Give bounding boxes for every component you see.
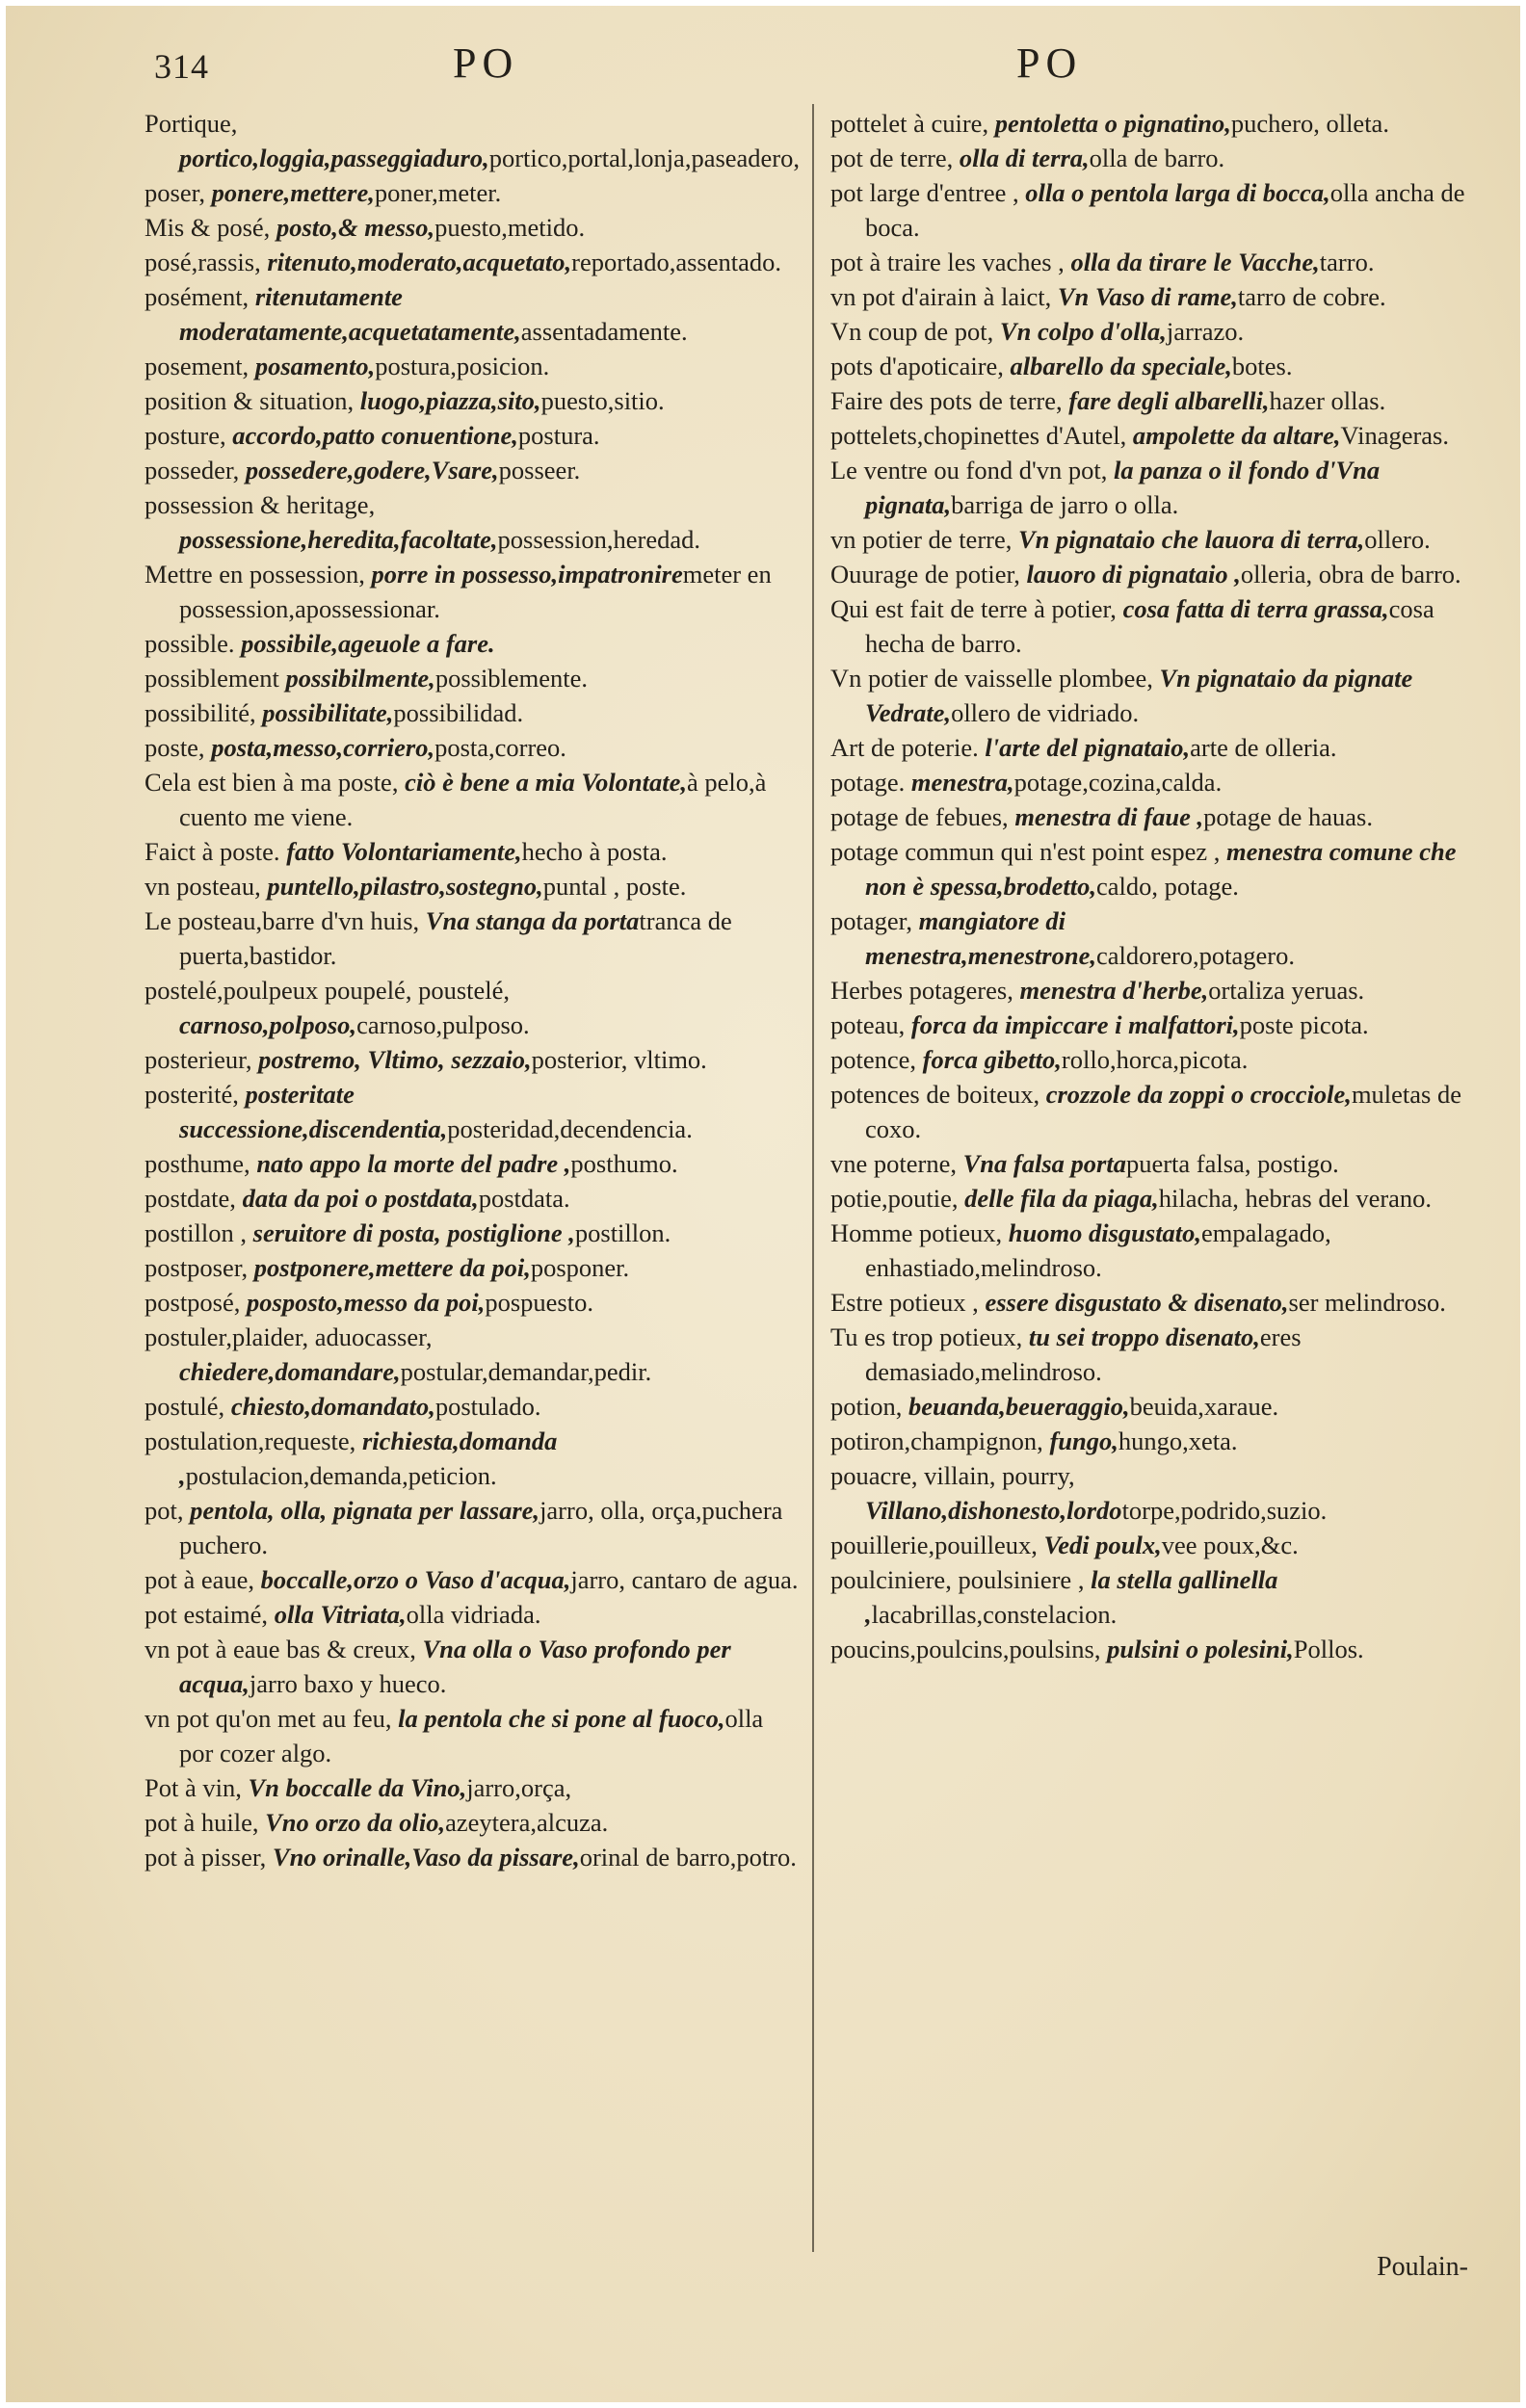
entry-french: Ouurage de potier, <box>830 560 1020 589</box>
entry-italian: essere disgustato & disenato, <box>985 1288 1289 1317</box>
entry-french: poulciniere, poulsiniere , <box>830 1565 1085 1594</box>
entry-italian: Vn Vaso di rame, <box>1057 282 1238 311</box>
entry-spanish: carnoso,pulposo. <box>356 1010 530 1039</box>
entry-italian: postponere,mettere da poi, <box>253 1253 531 1282</box>
entry-spanish: jarro, cantaro de agua. <box>570 1565 799 1594</box>
entry-italian: accordo,patto conuentione, <box>232 421 518 450</box>
entry-spanish: olla de barro. <box>1089 144 1225 172</box>
entry-spanish: postillon. <box>574 1218 671 1247</box>
entry-italian: Vn boccalle da Vino, <box>248 1773 467 1802</box>
entry-french: posseder, <box>145 456 240 484</box>
entry-spanish: tarro de cobre. <box>1237 282 1386 311</box>
entry-french: postposer, <box>145 1253 249 1282</box>
entry-french: position & situation, <box>145 386 355 415</box>
entry-french: vn potier de terre, <box>830 525 1013 554</box>
entry-french: poste, <box>145 733 205 762</box>
entry-italian: chiesto,domandato, <box>230 1392 435 1421</box>
entry-italian: albarello da speciale, <box>1010 352 1232 380</box>
entry-french: Le posteau,barre d'vn huis, <box>145 906 420 935</box>
entry-italian: cosa fatta di terra grassa, <box>1122 594 1389 623</box>
entry-french: posterieur, <box>145 1045 252 1074</box>
entry-french: Herbes potageres, <box>830 976 1013 1005</box>
entry-french: pots d'apoticaire, <box>830 352 1004 380</box>
entry-italian: menestra d'herbe, <box>1019 976 1209 1005</box>
entry-spanish: orinal de barro,potro. <box>579 1843 797 1871</box>
entry-italian: forca gibetto, <box>922 1045 1062 1074</box>
entry-french: postillon , <box>145 1218 248 1247</box>
entry-french: Faict à poste. <box>145 837 280 866</box>
entry-spanish: meter en possession,apossessionar. <box>179 560 772 623</box>
entry-french: posé,rassis, <box>145 248 261 276</box>
entry-french: posterité, <box>145 1080 239 1109</box>
entry-spanish: caldorero,potagero. <box>1095 941 1295 970</box>
entry-french: postulation,requeste, <box>145 1426 356 1455</box>
entry-french: potage. <box>830 768 906 797</box>
entry-spanish: jarro, olla, orça,puchera puchero. <box>179 1496 783 1559</box>
entry-spanish: botes. <box>1231 352 1293 380</box>
entry-italian: olla Vitriata, <box>274 1600 407 1629</box>
entry-spanish: azeytera,alcuza. <box>445 1808 609 1837</box>
entry-italian: porre in possesso,impatronire <box>371 560 683 589</box>
entry-italian: la stella gallinella , <box>865 1565 1278 1629</box>
entry-spanish: arte de olleria. <box>1190 733 1337 762</box>
entry-spanish: assentadamente. <box>520 317 688 346</box>
entry-french: postdate, <box>145 1184 236 1213</box>
entry-italian: olla o pentola larga di bocca, <box>1025 178 1330 207</box>
entry-french: Vn coup de pot, <box>830 317 994 346</box>
entry-french: postulé, <box>145 1392 225 1421</box>
entry-spanish: potage,cozina,calda. <box>1013 768 1223 797</box>
entry-italian: posta,messo,corriero, <box>211 733 435 762</box>
entry-italian: ritenutamente moderatamente,acquetatamente, <box>179 282 521 346</box>
entry-spanish: posteridad,decendencia. <box>447 1114 693 1143</box>
entry-french: Tu es trop potieux, <box>830 1322 1023 1351</box>
entry-italian: ponere,mettere, <box>211 178 375 207</box>
entry-italian: Vno orzo da olio, <box>265 1808 446 1837</box>
entry-french: vn pot qu'on met au feu, <box>145 1704 392 1733</box>
entry-italian: Vno orinalle,Vaso da pissare, <box>272 1843 580 1871</box>
entry-french: posément, <box>145 282 250 311</box>
entry-italian: ritenuto,moderato,acquetato, <box>267 248 572 276</box>
entry-italian: chiedere,domandare, <box>179 1357 401 1386</box>
entry-spanish: puchero, olleta. <box>1230 109 1389 138</box>
entry-spanish: possession,heredad. <box>497 525 700 554</box>
entry-spanish: possibilidad. <box>393 698 524 727</box>
entry-french: Vn potier de vaisselle plombee, <box>830 664 1153 693</box>
entry-spanish: olleria, obra de barro. <box>1240 560 1461 589</box>
entry-french: pot large d'entree , <box>830 178 1019 207</box>
entry-spanish: jarrazo. <box>1166 317 1245 346</box>
entry-spanish: potage de hauas. <box>1203 802 1373 831</box>
entry-spanish: portico,portal,lonja,paseadero, <box>488 144 800 172</box>
entry-spanish: ser melindroso. <box>1288 1288 1446 1317</box>
entry-spanish: puntal , poste. <box>542 872 687 901</box>
running-head-right: PO <box>1016 39 1083 87</box>
entry-spanish: postulado. <box>434 1392 541 1421</box>
entry-french: posture, <box>145 421 226 450</box>
entry-italian: menestra di faue , <box>1014 802 1204 831</box>
entry-italian: possedere,godere,Vsare, <box>245 456 499 484</box>
entry-italian: seruitore di posta, postiglione , <box>252 1218 575 1247</box>
entry-italian: beuanda,beueraggio, <box>908 1392 1130 1421</box>
running-head-left: PO <box>453 39 519 87</box>
entry-spanish: reportado,assentado. <box>571 248 781 276</box>
entry-italian: Vedi poulx, <box>1043 1531 1162 1559</box>
entry-italian: lauoro di pignataio , <box>1026 560 1241 589</box>
entry-french: vn posteau, <box>145 872 261 901</box>
entry-spanish: postulacion,demanda,peticion. <box>185 1461 497 1490</box>
entry-spanish: muletas de coxo. <box>865 1080 1461 1143</box>
entry-spanish: postura. <box>517 421 600 450</box>
entry-spanish: Pollos. <box>1293 1635 1364 1663</box>
entry-spanish: cosa hecha de barro. <box>865 594 1434 658</box>
entry-spanish: beuida,xaraue. <box>1129 1392 1279 1421</box>
entry-french: pot de terre, <box>830 144 954 172</box>
entry-french: Le ventre ou fond d'vn pot, <box>830 456 1108 484</box>
entry-spanish: hecho à posta. <box>521 837 668 866</box>
entry-italian: posteritate successione,discendentia, <box>179 1080 448 1143</box>
entry-italian: Vna falsa porta <box>962 1149 1126 1178</box>
entry-italian: boccalle,orzo o Vaso d'acqua, <box>260 1565 571 1594</box>
entry-french: potiron,champignon, <box>830 1426 1043 1455</box>
entry-italian: possibilmente, <box>285 664 435 693</box>
entry-french: pouillerie,pouilleux, <box>830 1531 1038 1559</box>
entry-spanish: hilacha, hebras del verano. <box>1158 1184 1433 1213</box>
entry-italian: Vn pignataio da pignate Vedrate, <box>865 664 1413 727</box>
entry-italian: possibile,ageuole a fare. <box>241 629 495 658</box>
entry-italian: possessione,heredita,facoltate, <box>179 525 498 554</box>
entry-french: Faire des pots de terre, <box>830 386 1063 415</box>
entry-french: Estre potieux , <box>830 1288 979 1317</box>
entry-french: potager, <box>830 906 913 935</box>
entry-french: potion, <box>830 1392 903 1421</box>
entry-italian: l'arte del pignataio, <box>985 733 1191 762</box>
catchword: Poulain- <box>1377 2252 1468 2282</box>
entry-italian: Vna stanga da porta <box>425 906 640 935</box>
entry-italian: pentola, olla, pignata per lassare, <box>190 1496 540 1525</box>
entry-spanish: torpe,podrido,suzio. <box>1121 1496 1328 1525</box>
entry-spanish: ortaliza yeruas. <box>1208 976 1365 1005</box>
entry-spanish: jarro,orça, <box>466 1773 572 1802</box>
entry-italian: tu sei troppo disenato, <box>1028 1322 1260 1351</box>
entry-french: posthume, <box>145 1149 250 1178</box>
entry-italian: Vna olla o Vaso profondo per acqua, <box>179 1635 731 1698</box>
entry-spanish: caldo, potage. <box>1096 872 1239 901</box>
entry-italian: mangiatore di menestra,menestrone, <box>865 906 1096 970</box>
entry-italian: fatto Volontariamente, <box>286 837 522 866</box>
entry-french: Art de poterie. <box>830 733 979 762</box>
entry-spanish: postular,demandar,pedir. <box>400 1357 652 1386</box>
entry-french: Mettre en possession, <box>145 560 365 589</box>
entry-spanish: posthumo. <box>570 1149 678 1178</box>
entry-italian: crozzole da zoppi o crocciole, <box>1045 1080 1352 1109</box>
entry-italian: carnoso,polposo, <box>179 1010 357 1039</box>
entry-italian: posto,& messo, <box>276 213 435 242</box>
entry-italian: forca da impiccare i malfattori, <box>910 1010 1240 1039</box>
entry-italian: ampolette da altare, <box>1132 421 1341 450</box>
entry-italian: nato appo la morte del padre , <box>256 1149 571 1178</box>
entry-italian: postremo, Vltimo, sezzaio, <box>258 1045 532 1074</box>
entry-french: potences de boiteux, <box>830 1080 1040 1109</box>
entry-spanish: olla vidriada. <box>406 1600 541 1629</box>
entry-spanish: hazer ollas. <box>1269 386 1386 415</box>
entry-french: potage commun qui n'est point espez , <box>830 837 1221 866</box>
entry-italian: la pentola che si pone al fuoco, <box>398 1704 725 1733</box>
entry-italian: la panza o il fondo d'Vna pignata, <box>865 456 1381 519</box>
entry-spanish: rollo,horca,picota. <box>1061 1045 1249 1074</box>
entry-french: Qui est fait de terre à potier, <box>830 594 1117 623</box>
entry-italian: ciò è bene a mia Volontate, <box>405 768 688 797</box>
entry-spanish: Vinageras. <box>1340 421 1449 450</box>
entry-spanish: lacabrillas,constelacion. <box>871 1600 1118 1629</box>
entry-italian: possibilitate, <box>262 698 394 727</box>
entry-french: pot estaimé, <box>145 1600 269 1629</box>
entry-italian: olla di terra, <box>959 144 1090 172</box>
entry-french: possible. <box>145 629 235 658</box>
entry-french: Portique, <box>145 109 238 138</box>
entry-spanish: pospuesto. <box>485 1288 593 1317</box>
page-number: 314 <box>154 47 209 86</box>
entry-french: vn pot à eaue bas & creux, <box>145 1635 416 1663</box>
entry-french: poser, <box>145 178 205 207</box>
entry-italian: data da poi o postdata, <box>242 1184 479 1213</box>
entry-spanish: poner,meter. <box>374 178 502 207</box>
entry-spanish: puesto,metido. <box>434 213 586 242</box>
entry-italian: puntello,pilastro,sostegno, <box>267 872 543 901</box>
entry-spanish: à pelo,à cuento me viene. <box>179 768 767 831</box>
entry-french: possibilité, <box>145 698 256 727</box>
entry-french: Mis & posé, <box>145 213 271 242</box>
entry-french: pot à traire les vaches , <box>830 248 1065 276</box>
entry-french: pot, <box>145 1496 184 1525</box>
entry-french: posement, <box>145 352 250 380</box>
entry-french: Pot à vin, <box>145 1773 242 1802</box>
entry-french: possession & heritage, <box>145 490 376 519</box>
entry-italian: Vn colpo d'olla, <box>999 317 1167 346</box>
entry-spanish: posta,correo. <box>434 733 566 762</box>
entry-french: possiblement <box>145 664 279 693</box>
entry-italian: menestra comune che non è spessa,brodetto, <box>865 837 1457 901</box>
entry-french: potage de febues, <box>830 802 1009 831</box>
entry-spanish: jarro baxo y hueco. <box>249 1669 447 1698</box>
entry-french: vn pot d'airain à laict, <box>830 282 1052 311</box>
entry-french: Homme potieux, <box>830 1218 1003 1247</box>
entry-spanish: ollero de vidriado. <box>951 698 1140 727</box>
entry-spanish: olla ancha de boca. <box>865 178 1465 242</box>
entry-french: pottelet à cuire, <box>830 109 989 138</box>
entry-italian: pulsini o polesini, <box>1107 1635 1294 1663</box>
entry-french: pot à eaue, <box>145 1565 255 1594</box>
entry-spanish: ollero. <box>1364 525 1431 554</box>
entry-spanish: poste picota. <box>1239 1010 1369 1039</box>
entry-spanish: postdata. <box>478 1184 570 1213</box>
entry-french: potence, <box>830 1045 917 1074</box>
entry-spanish: possiblemente. <box>434 664 589 693</box>
entry-french: postuler,plaider, aduocasser, <box>145 1322 433 1351</box>
entry-spanish: posponer. <box>530 1253 630 1282</box>
entry-spanish: puerta falsa, postigo. <box>1125 1149 1339 1178</box>
entry-spanish: vee poux,&c. <box>1161 1531 1299 1559</box>
entry-italian: richiesta,domanda , <box>179 1426 558 1490</box>
entry-french: poteau, <box>830 1010 906 1039</box>
entry-spanish: puesto,sitio. <box>540 386 665 415</box>
entry-italian: olla da tirare le Vacche, <box>1070 248 1320 276</box>
entry-italian: fungo, <box>1049 1426 1118 1455</box>
entry-spanish: empalagado, enhastiado,melindroso. <box>865 1218 1331 1282</box>
entry-spanish: posterior, vltimo. <box>531 1045 707 1074</box>
entry-italian: delle fila da piaga, <box>964 1184 1159 1213</box>
entry-french: pottelets,chopinettes d'Autel, <box>830 421 1127 450</box>
entry-spanish: eres demasiado,melindroso. <box>865 1322 1302 1386</box>
entry-italian: posamento, <box>254 352 376 380</box>
entry-spanish: tarro. <box>1319 248 1375 276</box>
entry-spanish: posseer. <box>498 456 581 484</box>
entry-french: pouacre, villain, pourry, <box>830 1461 1075 1490</box>
entry-italian: fare degli albarelli, <box>1068 386 1270 415</box>
entry-french: postelé,poulpeux poupelé, poustelé, <box>145 976 511 1005</box>
entry-spanish: hungo,xeta. <box>1118 1426 1238 1455</box>
entry-italian: luogo,piazza,sito, <box>359 386 541 415</box>
entry-italian: huomo disgustato, <box>1008 1218 1202 1247</box>
entry-italian: portico,loggia,passeggiaduro, <box>179 144 489 172</box>
entry-spanish: tranca de puerta,bastidor. <box>179 906 732 970</box>
entry-italian: Vn pignataio che lauora di terra, <box>1018 525 1365 554</box>
entry-french: potie,poutie, <box>830 1184 959 1213</box>
entry-spanish: barriga de jarro o olla. <box>951 490 1179 519</box>
entry-french: poucins,poulcins,poulsins, <box>830 1635 1101 1663</box>
entry-french: pot à pisser, <box>145 1843 267 1871</box>
entry-french: vne poterne, <box>830 1149 957 1178</box>
entry-french: postposé, <box>145 1288 241 1317</box>
entry-french: pot à huile, <box>145 1808 259 1837</box>
entry-italian: Villano,dishonesto,lordo <box>865 1496 1122 1525</box>
entry-italian: posposto,messo da poi, <box>247 1288 486 1317</box>
entry-spanish: olla por cozer algo. <box>179 1704 764 1767</box>
entry-spanish: postura,posicion. <box>375 352 550 380</box>
entry-french: Cela est bien à ma poste, <box>145 768 399 797</box>
entry-italian: pentoletta o pignatino, <box>994 109 1231 138</box>
entry-italian: menestra, <box>910 768 1014 797</box>
